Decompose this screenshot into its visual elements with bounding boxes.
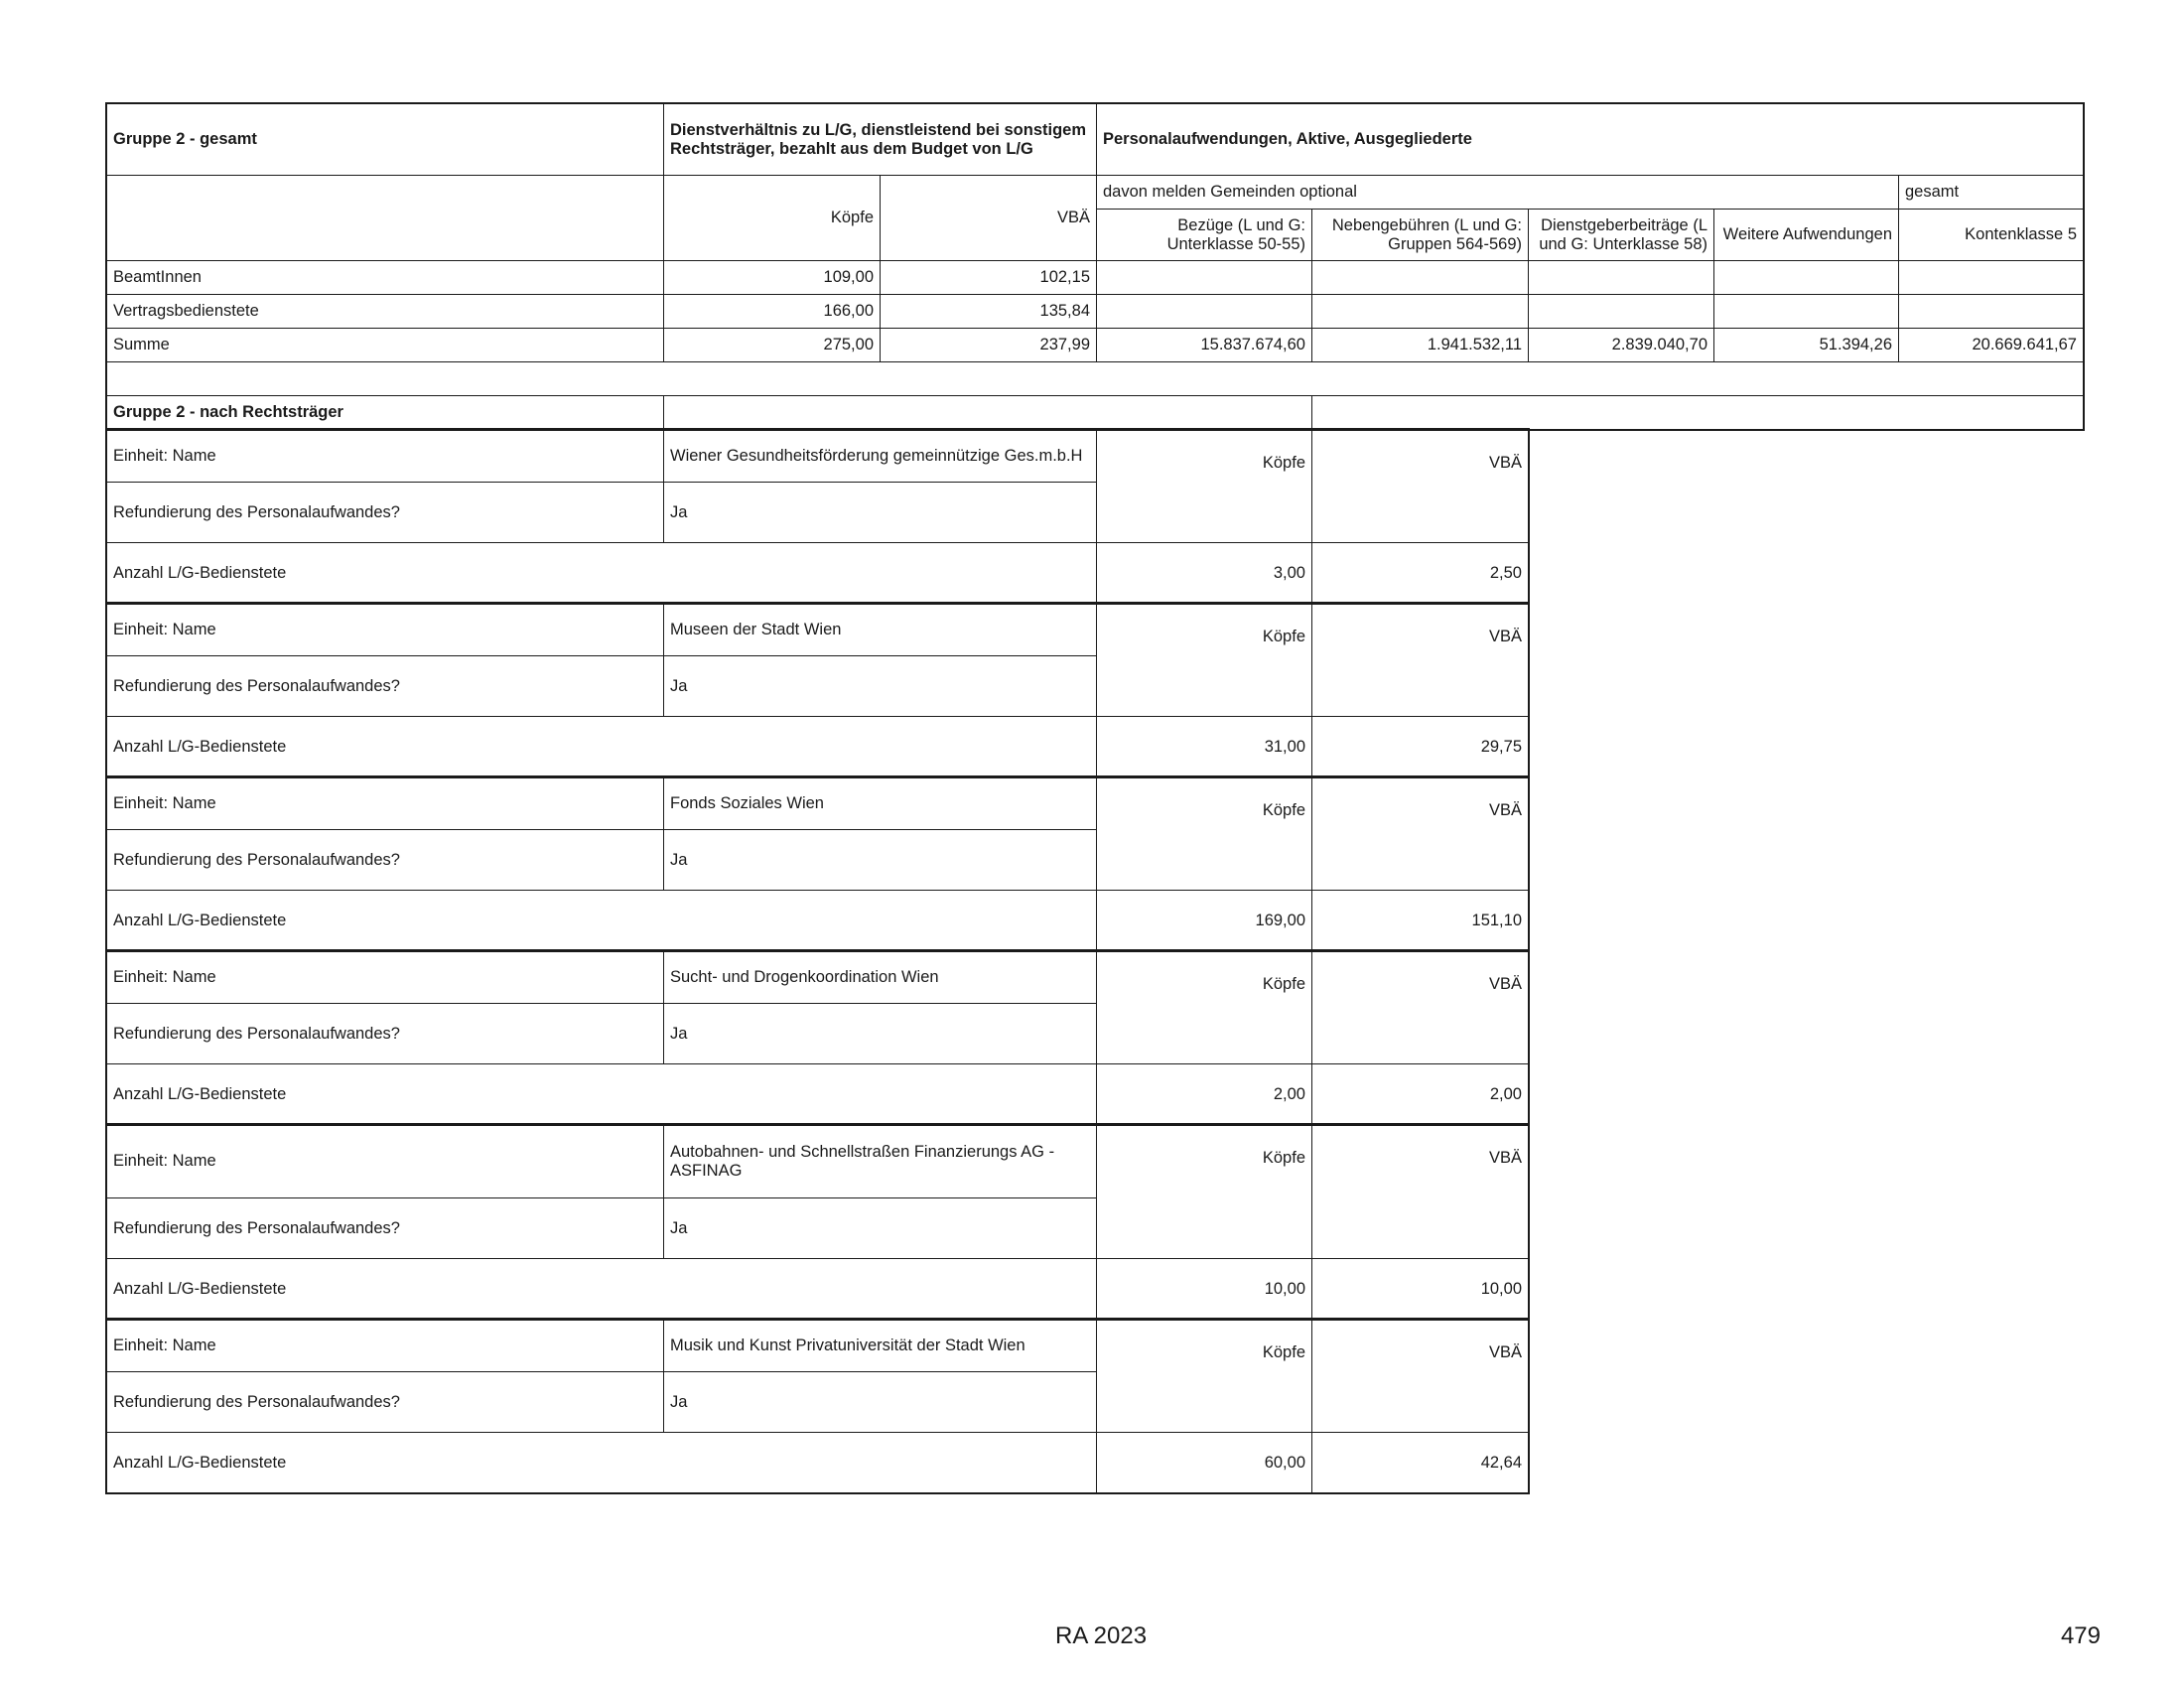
einheit-label [106,429,664,483]
anzahl-label [106,716,1097,777]
rechtstraeger-blank-mid [663,395,1312,430]
einheit-label-text: Einheit: Name [113,793,216,812]
vbae-header-text: VBÄ [1488,975,1522,993]
col-weitere-text: Weitere Aufwendungen [1722,225,1892,243]
einheit-label-text: Einheit: Name [113,967,216,986]
rechtstraeger-title [106,395,664,430]
refund-label-text: Refundierung des Personalaufwandes? [113,676,400,695]
anzahl-vbae-text: 29,75 [1480,737,1522,756]
col-kontenklasse [1898,209,2084,261]
row-beamte-vbae-text: 102,15 [1039,268,1090,286]
row-summe-nebengebuehren [1311,328,1529,362]
refund-value-text: Ja [670,850,688,869]
einheit-name-text: Fonds Soziales Wien [670,793,824,812]
anzahl-koepfe-text: 169,00 [1255,911,1305,929]
row-beamte-label-text: BeamtInnen [113,268,202,286]
einheit-label [106,603,664,656]
vbae-header [1311,950,1529,1064]
koepfe-header-text: Köpfe [1262,1149,1305,1167]
row-summe-kontenklasse-text: 20.669.641,67 [1972,336,2077,353]
koepfe-header [1096,776,1312,891]
row-summe-dienstgeber-text: 2.839.040,70 [1611,336,1707,353]
row-summe-label [106,328,664,362]
row-vertragsbedienstete-koepfe-text: 166,00 [823,302,874,320]
row-vertragsbedienstete-weitere [1713,294,1899,329]
anzahl-vbae [1311,1432,1529,1493]
anzahl-koepfe-text: 10,00 [1264,1279,1305,1298]
row-beamte-nebengebuehren [1311,260,1529,295]
vbae-header [1311,1124,1529,1259]
refund-value-text: Ja [670,1024,688,1043]
einheit-name [663,950,1097,1004]
anzahl-vbae-text: 151,10 [1471,911,1522,929]
rechtstraeger-blank-right [1311,395,2084,430]
koepfe-header [1096,429,1312,543]
col-nebengebuehren [1311,209,1529,261]
row-vertragsbedienstete-kontenklasse [1898,294,2084,329]
einheit-label [106,776,664,830]
footer-page-number: 479 [2060,1622,2101,1649]
anzahl-label [106,1258,1097,1320]
anzahl-koepfe [1096,890,1312,951]
einheit-label [106,1124,664,1198]
row-summe-bezuege-text: 15.837.674,60 [1200,336,1305,353]
anzahl-vbae [1311,1063,1529,1125]
col-dienstgeber-text: Dienstgeberbeiträge (L und G: Unterklasse 58) [1539,215,1707,253]
refund-label [106,482,664,543]
anzahl-label [106,1063,1097,1125]
anzahl-vbae-text: 10,00 [1480,1279,1522,1298]
rechtstraeger-title-text: Gruppe 2 - nach Rechtsträger [113,403,343,421]
row-summe-koepfe [663,328,881,362]
anzahl-koepfe-text: 60,00 [1264,1453,1305,1472]
refund-label [106,655,664,717]
anzahl-koepfe [1096,542,1312,604]
row-vertragsbedienstete-koepfe [663,294,881,329]
anzahl-label-text: Anzahl L/G-Bedienstete [113,911,287,929]
row-summe-bezuege [1096,328,1312,362]
row-beamte-label [106,260,664,295]
row-vertragsbedienstete-label-text: Vertragsbedienstete [113,302,259,320]
einheit-label-text: Einheit: Name [113,1336,216,1354]
anzahl-vbae-text: 2,00 [1489,1084,1522,1103]
row-beamte-koepfe [663,260,881,295]
anzahl-label-text: Anzahl L/G-Bedienstete [113,1453,287,1472]
row-beamte-kontenklasse [1898,260,2084,295]
refund-value-text: Ja [670,1392,688,1411]
refund-value [663,1371,1097,1433]
dienst-header [663,103,1097,176]
row-summe-vbae [880,328,1097,362]
anzahl-label-text: Anzahl L/G-Bedienstete [113,737,287,756]
row-vertragsbedienstete-bezuege [1096,294,1312,329]
optional-label-text: davon melden Gemeinden optional [1103,183,1357,201]
anzahl-koepfe [1096,1063,1312,1125]
optional-label [1096,175,1899,210]
refund-value [663,1197,1097,1259]
col-vbae-text: VBÄ [1056,209,1090,226]
row-summe-label-text: Summe [113,336,170,353]
anzahl-koepfe [1096,1258,1312,1320]
footer-report-title: RA 2023 [1055,1622,1148,1649]
col-bezuege [1096,209,1312,261]
refund-label [106,1371,664,1433]
anzahl-vbae-text: 2,50 [1489,563,1522,582]
row-beamte-vbae [880,260,1097,295]
einheit-name [663,776,1097,830]
koepfe-header-text: Köpfe [1262,628,1305,645]
refund-label-text: Refundierung des Personalaufwandes? [113,850,400,869]
einheit-name [663,1124,1097,1198]
row-beamte-koepfe-text: 109,00 [823,268,874,286]
col-weitere [1713,209,1899,261]
einheit-name [663,603,1097,656]
personal-header [1096,103,2084,176]
anzahl-koepfe-text: 31,00 [1264,737,1305,756]
anzahl-label-text: Anzahl L/G-Bedienstete [113,563,287,582]
anzahl-koepfe [1096,1432,1312,1493]
row-summe-vbae-text: 237,99 [1039,336,1090,353]
row-beamte-weitere [1713,260,1899,295]
row-summe-weitere [1713,328,1899,362]
personal-header-text: Personalaufwendungen, Aktive, Ausgegliederte [1103,130,1472,148]
row-vertragsbedienstete-vbae [880,294,1097,329]
refund-value-text: Ja [670,676,688,695]
einheit-label-text: Einheit: Name [113,446,216,465]
refund-value-text: Ja [670,1218,688,1237]
vbae-header-text: VBÄ [1488,628,1522,645]
anzahl-label-text: Anzahl L/G-Bedienstete [113,1084,287,1103]
col-dienstgeber [1528,209,1714,261]
col-koepfe-text: Köpfe [830,209,874,226]
vbae-header-text: VBÄ [1488,454,1522,472]
vbae-header [1311,429,1529,543]
koepfe-header-text: Köpfe [1262,801,1305,819]
row-vertragsbedienstete-dienstgeber [1528,294,1714,329]
einheit-name-text: Autobahnen- und Schnellstraßen Finanzierungs AG - ASFINAG [670,1142,1055,1180]
anzahl-koepfe-text: 2,00 [1273,1084,1305,1103]
refund-value-text: Ja [670,502,688,521]
refund-value [663,829,1097,891]
gesamt-label-text: gesamt [1905,183,1960,201]
koepfe-header-text: Köpfe [1262,1343,1305,1361]
row-summe-weitere-text: 51.394,26 [1819,336,1892,353]
anzahl-label [106,542,1097,604]
anzahl-koepfe-text: 3,00 [1273,563,1305,582]
col-nebengebuehren-text: Nebengebühren (L und G: Gruppen 564-569) [1331,215,1522,253]
einheit-label-text: Einheit: Name [113,620,216,638]
vbae-header [1311,1319,1529,1433]
row-beamte-bezuege [1096,260,1312,295]
gesamt-title [106,103,664,176]
col-bezuege-text: Bezüge (L und G: Unterklasse 50-55) [1166,215,1305,253]
refund-label-text: Refundierung des Personalaufwandes? [113,1024,400,1043]
einheit-name-text: Musik und Kunst Privatuniversität der Stadt Wien [670,1336,1025,1354]
koepfe-header-text: Köpfe [1262,454,1305,472]
dienst-header-text: Dienstverhältnis zu L/G, dienstleistend bei sonstigem Rechtsträger, bezahlt aus dem Budget von L/G [670,120,1087,158]
refund-label [106,1003,664,1064]
row-summe-koepfe-text: 275,00 [823,336,874,353]
vbae-header [1311,776,1529,891]
einheit-name-text: Museen der Stadt Wien [670,620,842,638]
spacer-row [106,361,2084,396]
vbae-header-text: VBÄ [1488,1149,1522,1167]
row-beamte-dienstgeber [1528,260,1714,295]
einheit-name [663,1319,1097,1372]
refund-label-text: Refundierung des Personalaufwandes? [113,1392,400,1411]
anzahl-koepfe [1096,716,1312,777]
row-summe-kontenklasse [1898,328,2084,362]
refund-label [106,1197,664,1259]
anzahl-label-text: Anzahl L/G-Bedienstete [113,1279,287,1298]
refund-value [663,482,1097,543]
koepfe-header-text: Köpfe [1262,975,1305,993]
col-kontenklasse-text: Kontenklasse 5 [1965,225,2077,243]
refund-label-text: Refundierung des Personalaufwandes? [113,502,400,521]
header-blank [106,175,664,261]
refund-label-text: Refundierung des Personalaufwandes? [113,1218,400,1237]
einheit-name-text: Wiener Gesundheitsförderung gemeinnützige Ges.m.b.H [670,446,1083,465]
refund-value [663,1003,1097,1064]
vbae-header-text: VBÄ [1488,1343,1522,1361]
row-vertragsbedienstete-label [106,294,664,329]
row-summe-dienstgeber [1528,328,1714,362]
einheit-label-text: Einheit: Name [113,1152,216,1170]
anzahl-vbae [1311,1258,1529,1320]
anzahl-vbae [1311,890,1529,951]
vbae-header-text: VBÄ [1488,801,1522,819]
gesamt-label [1898,175,2084,210]
row-summe-nebengebuehren-text: 1.941.532,11 [1427,336,1522,353]
row-vertragsbedienstete-vbae-text: 135,84 [1039,302,1090,320]
gesamt-title-text: Gruppe 2 - gesamt [113,130,257,148]
koepfe-header [1096,603,1312,717]
einheit-name [663,429,1097,483]
einheit-label [106,950,664,1004]
col-vbae [880,175,1097,261]
koepfe-header [1096,950,1312,1064]
col-koepfe [663,175,881,261]
anzahl-vbae [1311,542,1529,604]
anzahl-label [106,890,1097,951]
refund-value [663,655,1097,717]
refund-label [106,829,664,891]
anzahl-label [106,1432,1097,1493]
einheit-label [106,1319,664,1372]
anzahl-vbae [1311,716,1529,777]
anzahl-vbae-text: 42,64 [1480,1453,1522,1472]
koepfe-header [1096,1124,1312,1259]
row-vertragsbedienstete-nebengebuehren [1311,294,1529,329]
vbae-header [1311,603,1529,717]
einheit-name-text: Sucht- und Drogenkoordination Wien [670,967,939,986]
koepfe-header [1096,1319,1312,1433]
